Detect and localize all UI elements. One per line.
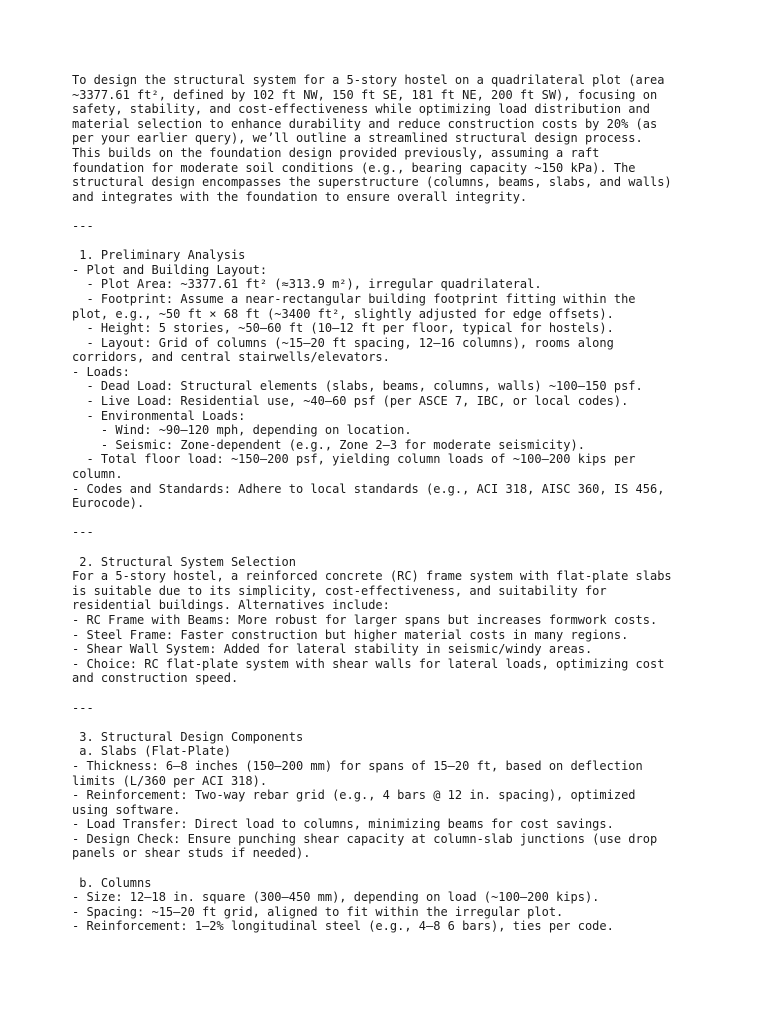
- text-line: foundation for moderate soil conditions (e.g., bearing capacity ~150 kPa). The: [72, 160, 636, 175]
- text-line: limits (L/360 per ACI 318).: [72, 773, 268, 788]
- section-divider: ---: [72, 525, 94, 540]
- list-item: - Wind: ~90–120 mph, depending on location.: [72, 423, 412, 438]
- text-line: For a 5-story hostel, a reinforced concrete (RC) frame system with flat-plate slabs: [72, 569, 672, 584]
- document-body: [72, 73, 712, 934]
- section-divider: ---: [72, 218, 94, 233]
- section-divider: ---: [72, 700, 94, 715]
- list-item: - Live Load: Residential use, ~40–60 psf (per ASCE 7, IBC, or local codes).: [72, 394, 629, 409]
- blank-line: [72, 861, 712, 876]
- subsection-heading: a. Slabs (Flat-Plate): [72, 744, 231, 759]
- list-item: - Codes and Standards: Adhere to local standards (e.g., ACI 318, AISC 360, IS 456,: [72, 481, 665, 496]
- list-item: - Thickness: 6–8 inches (150–200 mm) for spans of 15–20 ft, based on deflection: [72, 758, 643, 773]
- blank-line: [72, 234, 712, 249]
- list-item: - Load Transfer: Direct load to columns, minimizing beams for cost savings.: [72, 817, 614, 832]
- list-item: - Loads:: [72, 364, 130, 379]
- section-heading: 3. Structural Design Components: [72, 729, 304, 744]
- list-item: - Height: 5 stories, ~50–60 ft (10–12 ft per floor, typical for hostels).: [72, 321, 614, 336]
- list-item: - Total floor load: ~150–200 psf, yielding column loads of ~100–200 kips per: [72, 452, 636, 467]
- text-line: is suitable due to its simplicity, cost-effectiveness, and suitability for: [72, 583, 607, 598]
- list-item: - Reinforcement: 1–2% longitudinal steel (e.g., 4–8 6 bars), ties per code.: [72, 919, 614, 934]
- text-line: using software.: [72, 802, 181, 817]
- text-line: residential buildings. Alternatives include:: [72, 598, 390, 613]
- list-item: - Shear Wall System: Added for lateral stability in seismic/windy areas.: [72, 642, 593, 657]
- text-line: Eurocode).: [72, 496, 145, 511]
- section-heading: 2. Structural System Selection: [72, 554, 296, 569]
- list-item: - Choice: RC flat-plate system with shear walls for lateral loads, optimizing cost: [72, 656, 665, 671]
- blank-line: [72, 511, 712, 526]
- text-line: ~3377.61 ft², defined by 102 ft NW, 150 ft SE, 181 ft NE, 200 ft SW), focusing on: [72, 87, 658, 102]
- text-line: per your earlier query), we’ll outline a streamlined structural design process.: [72, 131, 643, 146]
- text-line: plot, e.g., ~50 ft × 68 ft (~3400 ft², slightly adjusted for edge offsets).: [72, 306, 614, 321]
- section-heading: 1. Preliminary Analysis: [72, 248, 246, 263]
- list-item: - Layout: Grid of columns (~15–20 ft spacing, 12–16 columns), rooms along: [72, 335, 614, 350]
- list-item: - Steel Frame: Faster construction but higher material costs in many regions.: [72, 627, 629, 642]
- blank-line: [72, 686, 712, 701]
- text-line: corridors, and central stairwells/elevators.: [72, 350, 390, 365]
- blank-line: [72, 715, 712, 730]
- list-item: - RC Frame with Beams: More robust for larger spans but increases formwork costs.: [72, 612, 658, 627]
- text-line: panels or shear studs if needed).: [72, 846, 311, 861]
- text-line: safety, stability, and cost-effectiveness while optimizing load distribution and: [72, 102, 650, 117]
- list-item: - Dead Load: Structural elements (slabs, beams, columns, walls) ~100–150 psf.: [72, 379, 643, 394]
- blank-line: [72, 204, 712, 219]
- text-line: material selection to enhance durability and reduce construction costs by 20% (as: [72, 116, 658, 131]
- text-line: structural design encompasses the superstructure (columns, beams, slabs, and walls): [72, 175, 672, 190]
- list-item: - Plot and Building Layout:: [72, 262, 268, 277]
- list-item: - Seismic: Zone-dependent (e.g., Zone 2–3 for moderate seismicity).: [72, 437, 585, 452]
- text-line: and integrates with the foundation to ensure overall integrity.: [72, 189, 528, 204]
- list-item: - Size: 12–18 in. square (300–450 mm), depending on load (~100–200 kips).: [72, 890, 600, 905]
- text-line: column.: [72, 467, 123, 482]
- subsection-heading: b. Columns: [72, 875, 152, 890]
- list-item: - Plot Area: ~3377.61 ft² (≈313.9 m²), irregular quadrilateral.: [72, 277, 542, 292]
- list-item: - Spacing: ~15–20 ft grid, aligned to fit within the irregular plot.: [72, 904, 564, 919]
- list-item: - Footprint: Assume a near-rectangular building footprint fitting within the: [72, 291, 636, 306]
- list-item: - Environmental Loads:: [72, 408, 246, 423]
- blank-line: [72, 540, 712, 555]
- list-item: - Design Check: Ensure punching shear capacity at column-slab junctions (use drop: [72, 831, 658, 846]
- text-line: and construction speed.: [72, 671, 239, 686]
- text-line: To design the structural system for a 5-story hostel on a quadrilateral plot (area: [72, 73, 665, 87]
- list-item: - Reinforcement: Two-way rebar grid (e.g., 4 bars @ 12 in. spacing), optimized: [72, 788, 636, 803]
- text-line: This builds on the foundation design provided previously, assuming a raft: [72, 145, 600, 160]
